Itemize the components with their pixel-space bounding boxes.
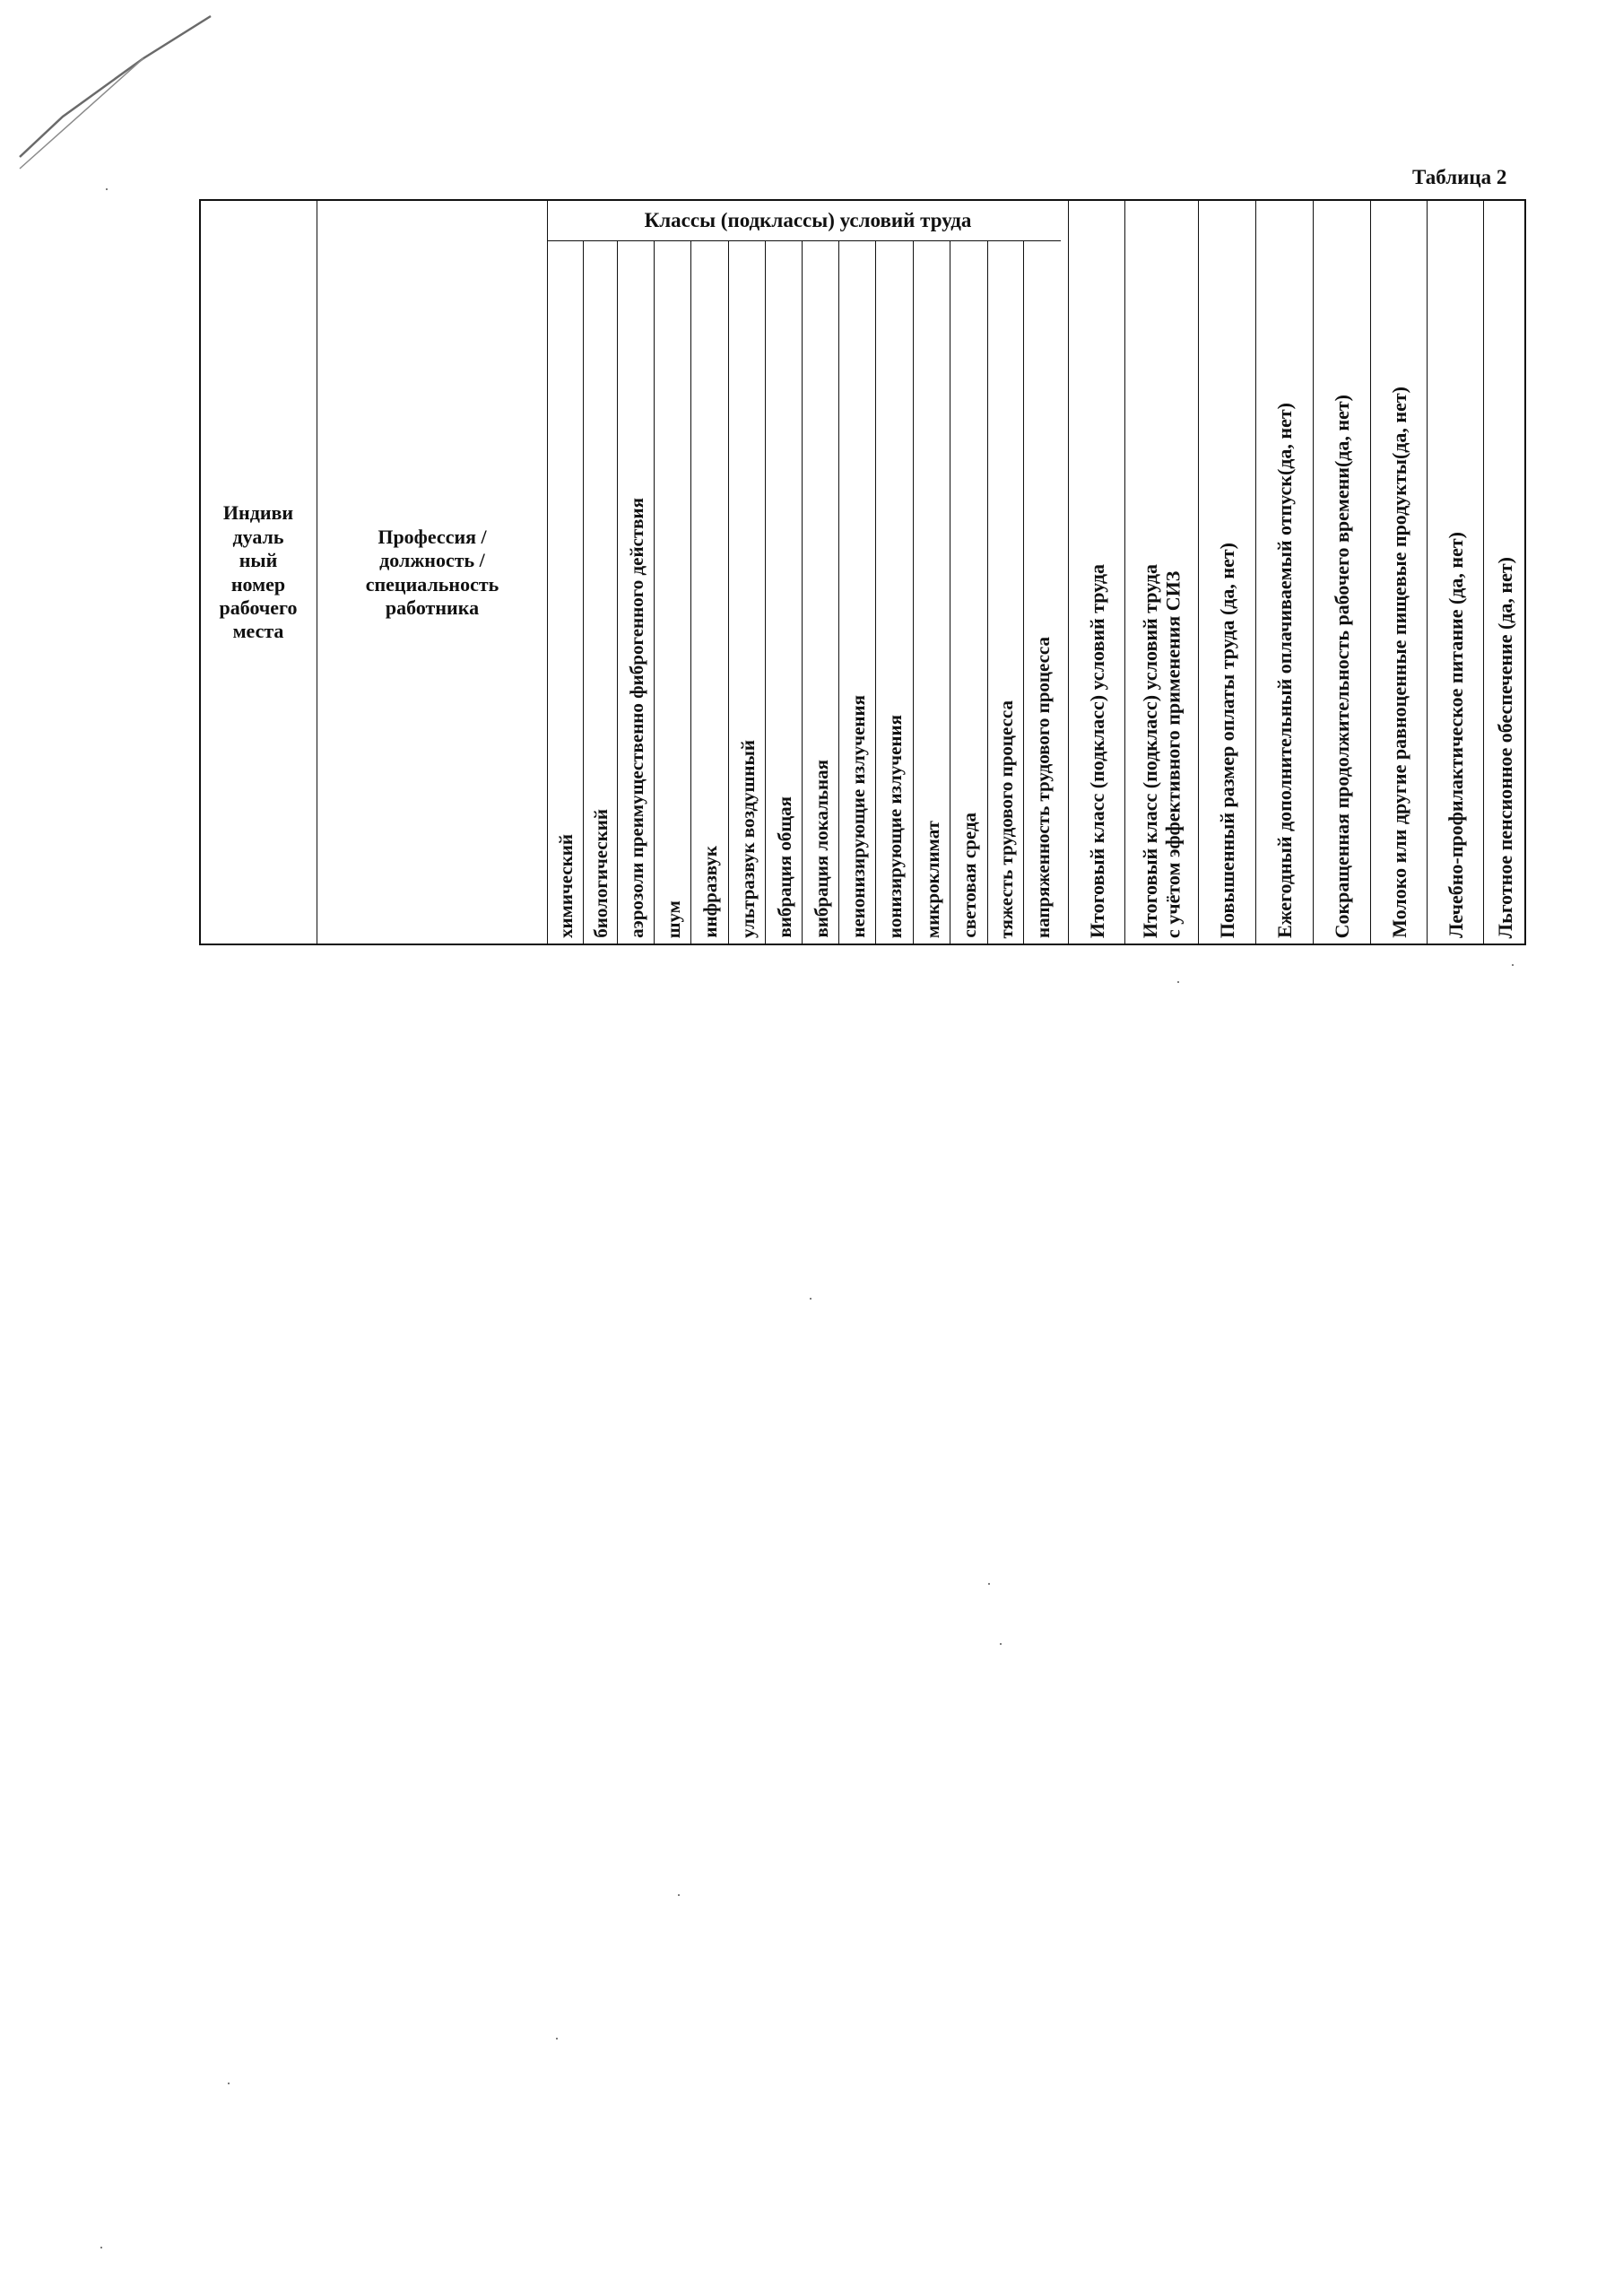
- factor-column-label: биологический: [590, 809, 612, 938]
- scan-speck: [1177, 981, 1179, 983]
- classes-group-header: [547, 199, 1068, 240]
- factor-column-label: вибрация общая: [773, 796, 795, 938]
- summary-column-label: Итоговый класс (подкласс) условий труда: [1085, 563, 1108, 938]
- profession-header-text: Профессия / должность / специальность работника: [365, 525, 499, 619]
- factor-column-header: [1023, 240, 1061, 945]
- summary-column-label: Итоговый класс (подкласс) условий труда с учётом эффективного применения СИЗ: [1139, 563, 1185, 938]
- factor-column-header: [728, 240, 765, 945]
- factor-column-header: [913, 240, 950, 945]
- factor-column-label: напряженность трудового процесса: [1032, 637, 1054, 938]
- profession-header: [317, 199, 547, 945]
- summary-column-label: Сокращенная продолжительность рабочего времени(да, нет): [1331, 394, 1353, 938]
- factor-column-label: неионизирующие излучения: [846, 695, 869, 938]
- summary-column-header: [1068, 199, 1124, 945]
- factor-column-header: [583, 240, 617, 945]
- factor-column-header: [802, 240, 838, 945]
- factor-column-label: ионизирующие излучения: [884, 714, 906, 938]
- summary-column-header: [1124, 199, 1198, 945]
- summary-column-header: [1427, 199, 1483, 945]
- factor-column-header: [617, 240, 654, 945]
- scan-speck: [810, 1298, 812, 1300]
- factor-column-label: химический: [555, 833, 577, 938]
- summary-column-header: [1370, 199, 1427, 945]
- summary-column-label: Ежегодный дополнительный оплачиваемый отпуск(да, нет): [1273, 402, 1296, 938]
- factor-column-label: световая среда: [959, 813, 980, 938]
- factor-column-label: шум: [662, 900, 684, 938]
- scan-speck: [988, 1583, 990, 1585]
- summary-column-label: Молоко или другие равноценные пищевые продукты(да, нет): [1387, 387, 1410, 938]
- factor-column-label: микроклимат: [921, 820, 943, 938]
- scan-edge-mark: [9, 9, 215, 188]
- scan-speck: [106, 188, 108, 190]
- summary-column-header: [1255, 199, 1313, 945]
- scan-speck: [228, 2083, 230, 2084]
- working-conditions-table: [199, 199, 1526, 945]
- scan-speck: [100, 2247, 102, 2248]
- factor-column-header: [950, 240, 987, 945]
- factor-column-label: ультразвук воздушный: [736, 740, 759, 938]
- scan-speck: [556, 2038, 558, 2039]
- factor-column-header: [547, 240, 583, 945]
- scan-speck: [1000, 1643, 1002, 1645]
- scan-speck: [678, 1894, 680, 1896]
- summary-column-header: [1313, 199, 1370, 945]
- factor-column-label: аэрозоли преимущественно фиброгенного действия: [625, 498, 647, 938]
- factor-column-label: вибрация локальная: [810, 760, 832, 938]
- summary-column-header: [1483, 199, 1526, 945]
- workplace-number-header: [199, 199, 317, 945]
- factor-column-header: [838, 240, 875, 945]
- classes-group-header-text: Классы (подклассы) условий труда: [644, 208, 972, 231]
- factor-column-header: [987, 240, 1023, 945]
- factor-column-label: инфразвук: [699, 846, 721, 938]
- summary-column-label: Повышенный размер оплаты труда (да, нет): [1216, 542, 1238, 938]
- workplace-number-header-text: Индиви дуаль ный номер рабочего места: [219, 501, 298, 643]
- factor-column-header: [654, 240, 690, 945]
- summary-column-label: Лечебно-профилактическое питание (да, нет): [1444, 532, 1467, 938]
- scan-speck: [1512, 964, 1514, 966]
- factor-column-header: [875, 240, 913, 945]
- summary-column-header: [1198, 199, 1255, 945]
- factor-column-header: [765, 240, 802, 945]
- factor-column-header: [690, 240, 728, 945]
- factor-column-label: тяжесть трудового процесса: [995, 700, 1017, 938]
- summary-column-label: Льготное пенсионное обеспечение (да, нет): [1494, 556, 1516, 938]
- table-title: Таблица 2: [1412, 166, 1507, 188]
